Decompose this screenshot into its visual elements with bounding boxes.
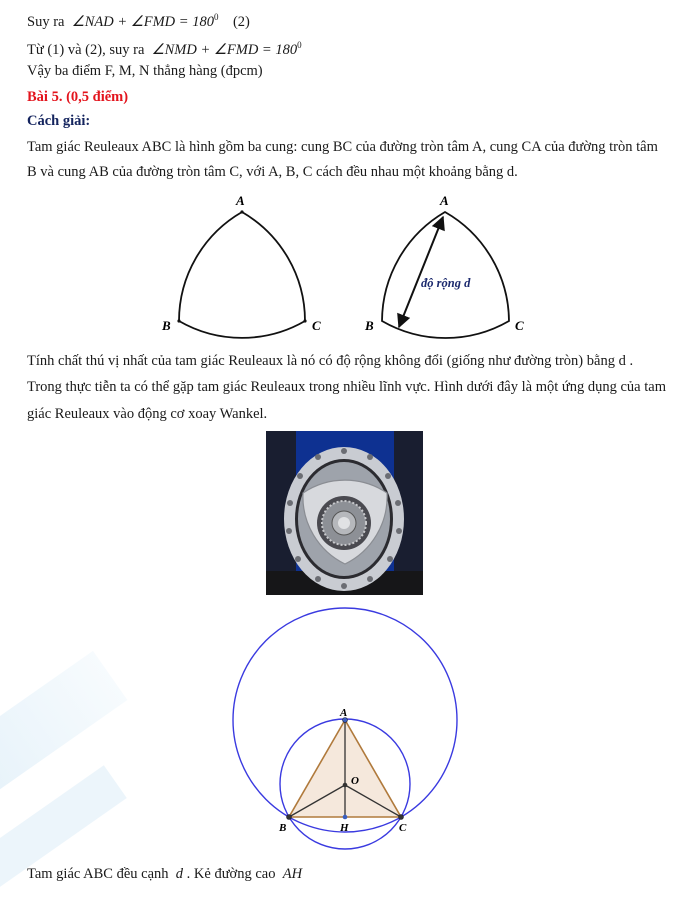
foot-label-h: H (340, 822, 349, 834)
paragraph-line (27, 865, 302, 883)
math-variable: AH (282, 866, 303, 882)
text: Suy ra (27, 14, 65, 30)
text: Tam giác ABC đều cạnh (27, 866, 169, 882)
vertex-label-a: A (340, 707, 348, 719)
text: Từ (1) và (2), suy ra (27, 42, 145, 58)
problem-heading: Bài 5. (0,5 điểm) (27, 89, 129, 105)
width-arrow (399, 217, 443, 327)
equation: ∠NAD + ∠FMD = $180^0$ (71, 12, 219, 30)
paragraph-line: Tam giác Reuleaux ABC là hình gồm ba cung: cung BC của đường tròn tâm A, cung CA của đường tròn tâm (27, 139, 658, 155)
reuleaux-triangle-1 (161, 193, 321, 338)
vertex-label-a: A (236, 193, 245, 208)
center-label-o: O (351, 775, 359, 787)
point-o (343, 783, 348, 788)
equation-tag: (2) (232, 14, 250, 30)
wankel-engine-photo (266, 431, 423, 595)
paragraph-line: Trong thực tiễn ta có thể gặp tam giác Reuleaux trong nhiều lĩnh vực. Hình dưới đây là một ứng dụng của tam (27, 379, 666, 395)
vertex-label-c: C (399, 822, 407, 834)
vertex-label-c: C (515, 318, 524, 333)
vertex-label-c: C (312, 318, 321, 333)
vertex-label-b: B (365, 318, 374, 333)
paragraph-line: giác Reuleaux vào động cơ xoay Wankel. (27, 406, 268, 422)
vertex-label-b: B (162, 318, 171, 333)
width-label: độ rộng d (421, 276, 471, 290)
vertex-label-b: B (279, 822, 287, 834)
solution-heading: Cách giải: (27, 113, 91, 129)
point-c (399, 815, 404, 820)
equation: ∠NMD + ∠FMD = $180^0$ (151, 40, 302, 58)
math-variable: d (175, 866, 184, 882)
paragraph-line: B và cung AB của đường tròn tâm C, với A, B, C cách đều nhau một khoảng bằng d. (27, 164, 518, 180)
vertex-label-a: A (440, 193, 449, 208)
text: . Kẻ đường cao (186, 866, 276, 882)
reuleaux-triangle-2 (364, 193, 524, 338)
point-h (343, 815, 348, 820)
point-b (287, 815, 292, 820)
paragraph-line: Tính chất thú vị nhất của tam giác Reuleaux là nó có độ rộng không đổi (giống như đường tròn) bằng d . (27, 353, 634, 369)
conclusion-line: Vậy ba điểm F, M, N thẳng hàng (đpcm) (27, 63, 263, 79)
equilateral-figure (233, 608, 457, 849)
